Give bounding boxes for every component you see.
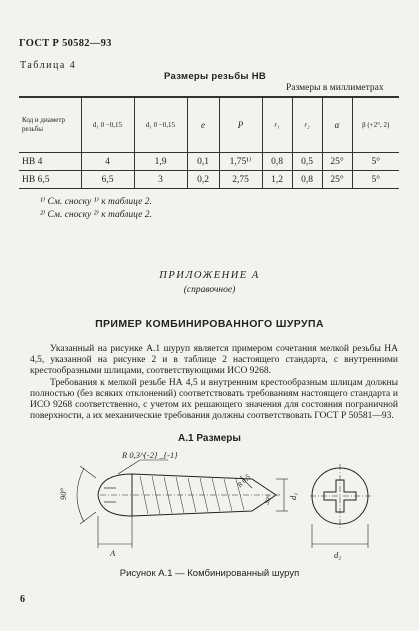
table-row <box>19 171 399 189</box>
radius-label: R 0,3^{-2} _{-1} <box>122 450 178 460</box>
thread-size-table <box>19 96 399 189</box>
col-header-d1-a: d₁ 0 −0,15 <box>81 97 134 153</box>
angle-label: 90° <box>58 488 68 500</box>
table-cell: 1,2 <box>262 171 292 189</box>
col-header-e: e <box>187 97 219 153</box>
appendix-subtitle: (справочное) <box>183 285 236 295</box>
figure-caption: Рисунок А.1 — Комбинированный шуруп <box>119 568 300 579</box>
appendix-title: ПРИЛОЖЕНИЕ А <box>159 270 260 281</box>
table-cell: 0,8 <box>292 171 322 189</box>
table-cell: 1,75¹⁾ <box>219 153 262 171</box>
footnote-2: ²⁾ См. сноску ²⁾ к таблице 2. <box>40 210 152 220</box>
dim-r-label: R 0,5 <box>235 472 252 490</box>
table-cell: 2,75 <box>219 171 262 189</box>
col-header-beta: β (+2°, 2) <box>352 97 399 153</box>
col-header-p: P <box>219 97 262 153</box>
col-header-r1: r₁ <box>262 97 292 153</box>
standard-header: ГОСТ Р 50582—93 <box>19 38 112 49</box>
paragraph-2: Требования к мелкой резьбе НА 4,5 и внутренним крестообразным шлицам должны полностью (без всяких отклонений) соответствовать требованиям настоящего стандарта и ИСО 9268 соответственно, с учетом их решающего значения для состояния пограничной поверхности, а их механические требования должны соответствовать ГОСТ Р 50581—93. <box>30 378 398 421</box>
col-header-d1-b: d₁ 0 −0,15 <box>134 97 187 153</box>
table-cell: 6,5 <box>81 171 134 189</box>
table-units: Размеры в миллиметрах <box>286 83 384 93</box>
dim-a-label: A <box>110 548 116 558</box>
table-cell: 1,9 <box>134 153 187 171</box>
table-cell: 25° <box>322 153 352 171</box>
table-cell: 4 <box>81 153 134 171</box>
table-cell: 0,8 <box>262 153 292 171</box>
table-cell: 25° <box>322 171 352 189</box>
table-row <box>19 153 399 171</box>
screw-drawing <box>40 448 390 566</box>
table-cell: НВ 4 <box>19 153 81 171</box>
table-cell: 0,1 <box>187 153 219 171</box>
col-header-code: Код и диаметр резьбы <box>19 97 81 153</box>
section-title: А.1 Размеры <box>178 433 241 444</box>
page-number: 6 <box>20 594 25 605</box>
table-title: Размеры резьбы НВ <box>164 71 267 82</box>
dim-d2-label: d₂ <box>334 550 342 560</box>
col-header-alpha: α <box>322 97 352 153</box>
col-header-r2: r₂ <box>292 97 322 153</box>
table-cell: 0,2 <box>187 171 219 189</box>
dim-30-label: 30° <box>262 493 274 506</box>
table-cell: 5° <box>352 171 399 189</box>
paragraph-1: Указанный на рисунке А.1 шуруп является примером сочетания мелкой резьбы НА 4,5, указанной на рисунке 2 и в таблице 2 настоящего стандарта, с внутренними крестообразными шлицами, соответствующими ИСО 9268. <box>30 344 398 376</box>
example-title: ПРИМЕР КОМБИНИРОВАННОГО ШУРУПА <box>95 318 324 330</box>
footnote-1: ¹⁾ См. сноску ¹⁾ к таблице 2. <box>40 197 152 207</box>
table-cell: 0,5 <box>292 153 322 171</box>
table-cell: НВ 6,5 <box>19 171 81 189</box>
table-cell: 5° <box>352 153 399 171</box>
table-cell: 3 <box>134 171 187 189</box>
table-label: Таблица 4 <box>20 60 77 71</box>
dim-d1-label: d₁ <box>288 492 298 500</box>
table-header-row <box>19 97 399 153</box>
